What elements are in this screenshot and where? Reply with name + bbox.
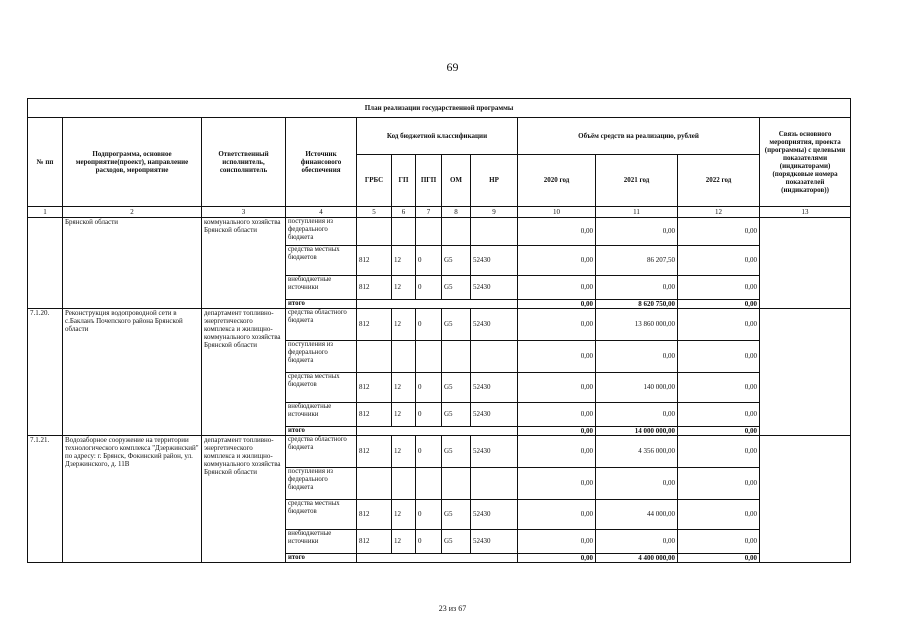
om-cell: G5 (442, 403, 471, 427)
total-label: итого (286, 427, 357, 436)
pgp-cell: 0 (416, 309, 442, 341)
grbs-cell: 812 (357, 246, 392, 276)
col-number: 2 (63, 207, 202, 218)
header-2021: 2021 год (596, 155, 678, 207)
table-title-text: План реализации государственной программы (364, 103, 514, 112)
grbs-cell (357, 218, 392, 246)
col-number: 1 (28, 207, 63, 218)
total-2021: 8 620 750,00 (596, 300, 678, 309)
nr-cell: 52430 (471, 309, 518, 341)
item-responsible: департамент топливно-энергетического комплекса и жилищно-коммунального хозяйства Брянской области (202, 309, 286, 436)
col-number: 6 (392, 207, 416, 218)
amount-2020: 0,00 (518, 218, 596, 246)
amount-2021: 140 000,00 (596, 373, 678, 403)
amount-2022: 0,00 (678, 530, 760, 554)
amount-2022: 0,00 (678, 309, 760, 341)
gp-cell (392, 468, 416, 500)
item-responsible: департамент топливно-энергетического комплекса и жилищно-коммунального хозяйства Брянской области (202, 436, 286, 563)
item-responsible: коммунального хозяйства Брянской области (202, 218, 286, 309)
table-row (28, 218, 851, 246)
header-2020: 2020 год (518, 155, 596, 207)
amount-2020: 0,00 (518, 309, 596, 341)
nr-cell: 52430 (471, 436, 518, 468)
item-name: Реконструкция водопроводной сети в с.Бакланъ Почепского района Брянской области (63, 309, 202, 436)
pgp-cell: 0 (416, 373, 442, 403)
amount-2022: 0,00 (678, 276, 760, 300)
header-nr: НР (471, 155, 518, 207)
grbs-cell: 812 (357, 436, 392, 468)
table-row (28, 309, 851, 341)
gp-cell: 12 (392, 309, 416, 341)
amount-2020: 0,00 (518, 468, 596, 500)
pgp-cell (416, 468, 442, 500)
funding-source: средства местных бюджетов (286, 373, 357, 403)
om-cell: G5 (442, 500, 471, 530)
gp-cell: 12 (392, 403, 416, 427)
amount-2020: 0,00 (518, 246, 596, 276)
total-label: итого (286, 554, 357, 563)
amount-2022: 0,00 (678, 373, 760, 403)
amount-2021: 0,00 (596, 276, 678, 300)
table-body (28, 218, 851, 563)
col-number: 4 (286, 207, 357, 218)
gp-cell: 12 (392, 246, 416, 276)
om-cell (442, 218, 471, 246)
nr-cell: 52430 (471, 403, 518, 427)
col-number: 8 (442, 207, 471, 218)
column-numbers-row (28, 207, 851, 218)
nr-cell: 52430 (471, 373, 518, 403)
gp-cell (392, 218, 416, 246)
grbs-cell: 812 (357, 373, 392, 403)
grbs-cell (357, 341, 392, 373)
col-number: 11 (596, 207, 678, 218)
amount-2020: 0,00 (518, 436, 596, 468)
funding-source: поступления из федерального бюджета (286, 341, 357, 373)
funding-source: средства областного бюджета (286, 436, 357, 468)
amount-2021: 0,00 (596, 403, 678, 427)
item-name: Брянской области (63, 218, 202, 309)
amount-2021: 0,00 (596, 468, 678, 500)
header-program: Подпрограмма, основное мероприятие(проект), направление расходов, мероприятие (63, 118, 202, 207)
header-volume: Объём средств на реализацию, рублей (518, 118, 760, 155)
om-cell (442, 468, 471, 500)
pgp-cell: 0 (416, 246, 442, 276)
pgp-cell: 0 (416, 530, 442, 554)
funding-source: поступления из федерального бюджета (286, 468, 357, 500)
gp-cell: 12 (392, 373, 416, 403)
gp-cell (392, 341, 416, 373)
pgp-cell: 0 (416, 403, 442, 427)
header-pgp: ПГП (416, 155, 442, 207)
amount-2020: 0,00 (518, 403, 596, 427)
gp-cell: 12 (392, 500, 416, 530)
amount-2022: 0,00 (678, 341, 760, 373)
header-om: ОМ (442, 155, 471, 207)
amount-2020: 0,00 (518, 500, 596, 530)
indicator-link (760, 218, 851, 309)
col-number: 5 (357, 207, 392, 218)
funding-source: средства местных бюджетов (286, 500, 357, 530)
item-name: Водозаборное сооружение на территории технологического комплекса "Дзержинский" по адресу: г. Брянск, Фокинский район, ул. Дзержинского, д. 11В (63, 436, 202, 563)
total-2022: 0,00 (678, 300, 760, 309)
header-budget-code: Код бюджетной классификации (357, 118, 518, 155)
grbs-cell: 812 (357, 530, 392, 554)
pgp-cell (416, 341, 442, 373)
header-link: Связь основного мероприятия, проекта (программы) с целевыми показателями (индикаторами) (порядковые номера показателей (индикаторов)) (760, 118, 851, 207)
grbs-cell: 812 (357, 403, 392, 427)
nr-cell (471, 341, 518, 373)
grbs-cell (357, 468, 392, 500)
program-plan-table (27, 98, 851, 563)
pgp-cell: 0 (416, 276, 442, 300)
header-num: № пп (28, 118, 63, 207)
header-gp: ГП (392, 155, 416, 207)
total-2022: 0,00 (678, 554, 760, 563)
total-2021: 4 400 000,00 (596, 554, 678, 563)
total-code-cell (357, 427, 518, 436)
total-2022: 0,00 (678, 427, 760, 436)
om-cell: G5 (442, 436, 471, 468)
grbs-cell: 812 (357, 500, 392, 530)
grbs-cell: 812 (357, 276, 392, 300)
om-cell: G5 (442, 276, 471, 300)
amount-2022: 0,00 (678, 468, 760, 500)
amount-2021: 86 207,50 (596, 246, 678, 276)
gp-cell: 12 (392, 276, 416, 300)
amount-2020: 0,00 (518, 276, 596, 300)
gp-cell: 12 (392, 436, 416, 468)
amount-2021: 13 860 000,00 (596, 309, 678, 341)
om-cell (442, 341, 471, 373)
om-cell: G5 (442, 530, 471, 554)
nr-cell: 52430 (471, 246, 518, 276)
total-code-cell (357, 300, 518, 309)
amount-2021: 0,00 (596, 530, 678, 554)
item-number (28, 218, 63, 309)
funding-source: внебюджетные источники (286, 530, 357, 554)
amount-2022: 0,00 (678, 218, 760, 246)
nr-cell (471, 468, 518, 500)
amount-2021: 0,00 (596, 341, 678, 373)
total-code-cell (357, 554, 518, 563)
funding-source: средства областного бюджета (286, 309, 357, 341)
col-number: 7 (416, 207, 442, 218)
page-footer: 23 из 67 (438, 604, 467, 613)
amount-2021: 44 000,00 (596, 500, 678, 530)
item-number: 7.1.20. (28, 309, 63, 436)
amount-2022: 0,00 (678, 403, 760, 427)
header-source: Источник финансового обеспечения (286, 118, 357, 207)
grbs-cell: 812 (357, 309, 392, 341)
header-responsible: Ответственный исполнитель, соисполнитель (202, 118, 286, 207)
amount-2021: 0,00 (596, 218, 678, 246)
pgp-cell (416, 218, 442, 246)
funding-source: внебюджетные источники (286, 403, 357, 427)
nr-cell (471, 218, 518, 246)
amount-2021: 4 356 000,00 (596, 436, 678, 468)
col-number: 12 (678, 207, 760, 218)
col-number: 10 (518, 207, 596, 218)
amount-2020: 0,00 (518, 341, 596, 373)
total-2020: 0,00 (518, 300, 596, 309)
amount-2022: 0,00 (678, 436, 760, 468)
total-2020: 0,00 (518, 554, 596, 563)
amount-2022: 0,00 (678, 500, 760, 530)
col-number: 13 (760, 207, 851, 218)
indicator-link (760, 309, 851, 436)
nr-cell: 52430 (471, 530, 518, 554)
funding-source: внебюджетные источники (286, 276, 357, 300)
nr-cell: 52430 (471, 500, 518, 530)
pgp-cell: 0 (416, 436, 442, 468)
col-number: 9 (471, 207, 518, 218)
amount-2020: 0,00 (518, 530, 596, 554)
total-2020: 0,00 (518, 427, 596, 436)
funding-source: средства местных бюджетов (286, 246, 357, 276)
pgp-cell: 0 (416, 500, 442, 530)
gp-cell: 12 (392, 530, 416, 554)
table-title (28, 99, 851, 118)
header-2022: 2022 год (678, 155, 760, 207)
amount-2020: 0,00 (518, 373, 596, 403)
om-cell: G5 (442, 246, 471, 276)
header-grbs: ГРБС (357, 155, 392, 207)
om-cell: G5 (442, 309, 471, 341)
item-number: 7.1.21. (28, 436, 63, 563)
indicator-link (760, 436, 851, 563)
amount-2022: 0,00 (678, 246, 760, 276)
total-label: итого (286, 300, 357, 309)
nr-cell: 52430 (471, 276, 518, 300)
col-number: 3 (202, 207, 286, 218)
table-row (28, 436, 851, 468)
funding-source: поступления из федерального бюджета (286, 218, 357, 246)
page-number: 69 (446, 60, 459, 74)
om-cell: G5 (442, 373, 471, 403)
total-2021: 14 000 000,00 (596, 427, 678, 436)
